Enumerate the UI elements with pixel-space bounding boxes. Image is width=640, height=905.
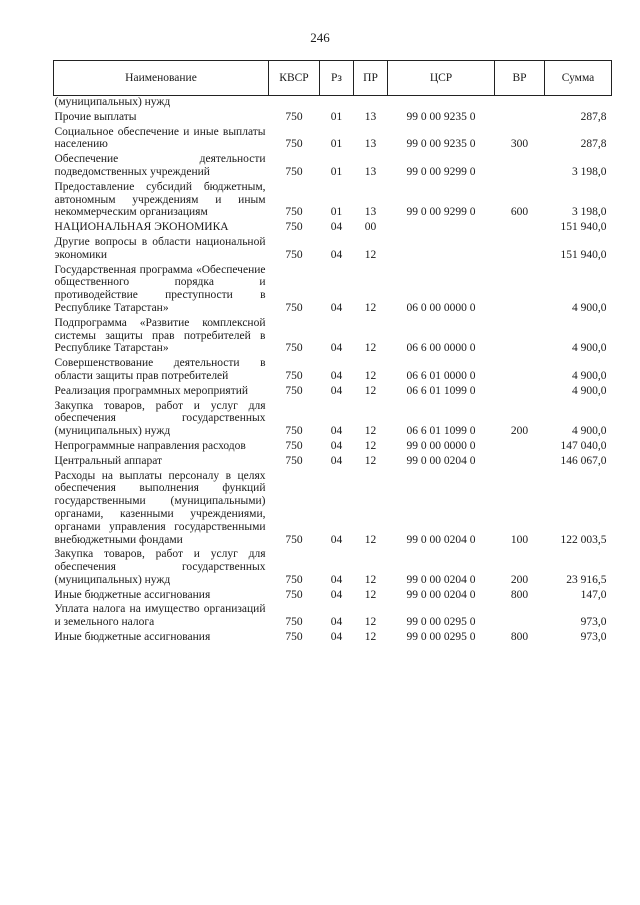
cell-sum: 4 900,0 [572,425,607,438]
cell-kvsr: 750 [285,573,303,586]
cell-csr: 06 6 00 0000 0 [406,342,476,355]
cell-pr: 12 [364,533,377,546]
cell-name: Совершенствование деятельности в области защиты прав потребителей [54,357,266,382]
cell-kvsr: 750 [285,616,303,629]
cell-rz: 01 [330,138,343,151]
column-header-sum: Сумма [545,61,612,96]
column-header-kvsr: КВСР [269,61,320,96]
cell-sum: 122 003,5 [560,533,607,546]
cell-kvsr: 750 [285,425,303,438]
column-header-rz: Рз [320,61,354,96]
cell-sum: 4 900,0 [572,342,607,355]
cell-csr: 99 0 00 0204 0 [406,533,476,546]
cell-pr: 13 [364,138,377,151]
cell-rz: 04 [330,369,343,382]
table-row [54,629,612,644]
cell-csr [388,234,495,262]
cell-vr [495,438,545,453]
cell-vr [495,601,545,629]
cell-vr [495,315,545,355]
cell-kvsr: 750 [285,110,303,123]
table-row [54,438,612,453]
cell-rz: 04 [330,221,343,234]
cell-name: Предоставление субсидий бюджетным, автономным учреждениям и иным некоммерческим организациям [54,180,266,219]
cell-pr: 12 [364,439,377,452]
cell-pr: 13 [364,206,377,219]
cell-name: Иные бюджетные ассигнования [54,588,211,601]
table-row [54,453,612,468]
table-row [54,468,612,547]
cell-name: Подпрограмма «Развитие комплексной системы защиты прав потребителей в Республике Татарстан» [54,316,266,355]
cell-pr: 12 [364,342,377,355]
cell-csr: 06 6 01 0000 0 [406,369,476,382]
cell-name: Социальное обеспечение и иные выплаты населению [54,125,266,151]
cell-name: Иные бюджетные ассигнования [54,631,211,644]
cell-pr: 13 [364,165,377,178]
cell-csr: 99 0 00 0295 0 [406,616,476,629]
cell-sum: 4 900,0 [572,369,607,382]
cell-name: Закупка товаров, работ и услуг для обеспечения государственных (муниципальных) нужд [54,399,266,438]
cell-vr: 300 [510,138,529,151]
cell-csr: 06 6 01 1099 0 [406,384,476,397]
table-row [54,601,612,629]
cell-vr [495,383,545,398]
cell-name: Другие вопросы в области национальной экономики [54,235,266,261]
cell-csr: 99 0 00 0000 0 [406,439,476,452]
cell-kvsr [269,96,320,109]
cell-pr: 12 [364,384,377,397]
cell-vr [495,96,545,109]
cell-rz: 01 [330,110,343,123]
cell-vr [495,109,545,124]
cell-pr: 13 [364,110,377,123]
cell-rz: 04 [330,342,343,355]
cell-sum: 973,0 [580,616,607,629]
column-header-name: Наименование [54,61,269,96]
cell-rz: 04 [330,425,343,438]
cell-vr: 100 [510,533,529,546]
cell-name: Обеспечение деятельности подведомственных учреждений [54,153,266,178]
cell-rz [320,96,354,109]
table-row [54,398,612,438]
cell-sum: 287,8 [580,110,607,123]
cell-sum: 3 198,0 [572,165,607,178]
cell-pr: 12 [364,248,377,261]
cell-vr: 600 [510,206,529,219]
table-row [54,234,612,262]
cell-kvsr: 750 [285,439,303,452]
table-row [54,383,612,398]
cell-csr: 99 0 00 0204 0 [406,454,476,467]
cell-kvsr: 750 [285,533,303,546]
cell-rz: 04 [330,631,343,644]
cell-rz: 01 [330,165,343,178]
cell-name: НАЦИОНАЛЬНАЯ ЭКОНОМИКА [54,221,229,234]
cell-rz: 04 [330,439,343,452]
cell-csr: 99 0 00 9299 0 [406,206,476,219]
cell-rz: 04 [330,616,343,629]
cell-vr [495,355,545,383]
column-header-pr: ПР [354,61,388,96]
cell-pr: 12 [364,301,377,314]
cell-pr: 12 [364,454,377,467]
cell-pr: 12 [364,425,377,438]
column-header-vr: ВР [495,61,545,96]
cell-vr [495,219,545,234]
cell-name: Прочие выплаты [54,110,137,123]
cell-csr: 99 0 00 9299 0 [406,165,476,178]
budget-table [53,60,612,644]
table-row [54,262,612,315]
cell-kvsr: 750 [285,138,303,151]
cell-rz: 04 [330,248,343,261]
cell-csr [388,219,495,234]
page-number: 246 [310,30,330,45]
table-row [54,179,612,219]
cell-sum: 4 900,0 [572,301,607,314]
table-row [54,587,612,602]
cell-rz: 04 [330,533,343,546]
cell-vr [495,151,545,179]
cell-kvsr: 750 [285,221,303,234]
cell-sum: 4 900,0 [572,384,607,397]
table-row [54,546,612,586]
cell-pr: 12 [364,631,377,644]
cell-sum: 287,8 [580,138,607,151]
cell-csr: 06 6 01 1099 0 [406,425,476,438]
cell-csr: 99 0 00 9235 0 [406,110,476,123]
cell-name: Расходы на выплаты персоналу в целях обеспечения выполнения функций государственными (муниципальными) органами, казенными учреждениями, органами управления государственными внебюджетными фондами [54,469,266,546]
cell-name: Центральный аппарат [54,454,163,467]
cell-vr: 800 [510,588,529,601]
cell-rz: 04 [330,454,343,467]
cell-sum: 23 916,5 [566,573,607,586]
cell-rz: 04 [330,384,343,397]
cell-name: Непрограммные направления расходов [54,439,246,452]
cell-sum [545,96,612,109]
cell-sum: 147 040,0 [560,439,607,452]
cell-name: Реализация программных мероприятий [54,384,249,397]
cell-kvsr: 750 [285,454,303,467]
cell-name: Уплата налога на имущество организаций и земельного налога [54,603,266,629]
cell-pr: 00 [364,221,377,234]
cell-rz: 04 [330,573,343,586]
table-row [54,355,612,383]
cell-sum: 151 940,0 [560,248,607,261]
cell-csr: 99 0 00 9235 0 [406,138,476,151]
cell-pr: 12 [364,588,377,601]
cell-csr: 99 0 00 0295 0 [406,631,476,644]
cell-name: (муниципальных) нужд [54,96,171,108]
cell-csr: 99 0 00 0204 0 [406,588,476,601]
cell-vr [495,453,545,468]
cell-kvsr: 750 [285,248,303,261]
cell-pr: 12 [364,616,377,629]
cell-sum: 3 198,0 [572,206,607,219]
cell-kvsr: 750 [285,165,303,178]
cell-sum: 973,0 [580,631,607,644]
cell-vr: 200 [510,573,529,586]
cell-sum: 151 940,0 [560,221,607,234]
table-header-row [54,61,612,96]
cell-sum: 146 067,0 [560,454,607,467]
cell-vr [495,234,545,262]
cell-csr [388,96,495,109]
cell-vr: 800 [510,631,529,644]
cell-kvsr: 750 [285,301,303,314]
cell-rz: 04 [330,301,343,314]
cell-name: Закупка товаров, работ и услуг для обеспечения государственных (муниципальных) нужд [54,548,266,586]
cell-pr: 12 [364,573,377,586]
table-row [54,96,612,109]
cell-pr [354,96,388,109]
table-row [54,151,612,179]
cell-kvsr: 750 [285,588,303,601]
cell-name: Государственная программа «Обеспечение общественного порядка и противодействие преступности в Республике Татарстан» [54,263,266,314]
cell-csr: 06 0 00 0000 0 [406,301,476,314]
cell-kvsr: 750 [285,342,303,355]
cell-vr: 200 [510,425,529,438]
table-row [54,219,612,234]
column-header-csr: ЦСР [388,61,495,96]
cell-kvsr: 750 [285,384,303,397]
cell-vr [495,262,545,315]
cell-rz: 01 [330,206,343,219]
table-row [54,124,612,152]
cell-csr: 99 0 00 0204 0 [406,573,476,586]
cell-rz: 04 [330,588,343,601]
table-row [54,109,612,124]
table-row [54,315,612,355]
cell-kvsr: 750 [285,631,303,644]
cell-pr: 12 [364,369,377,382]
cell-kvsr: 750 [285,369,303,382]
cell-kvsr: 750 [285,206,303,219]
cell-sum: 147,0 [580,588,607,601]
